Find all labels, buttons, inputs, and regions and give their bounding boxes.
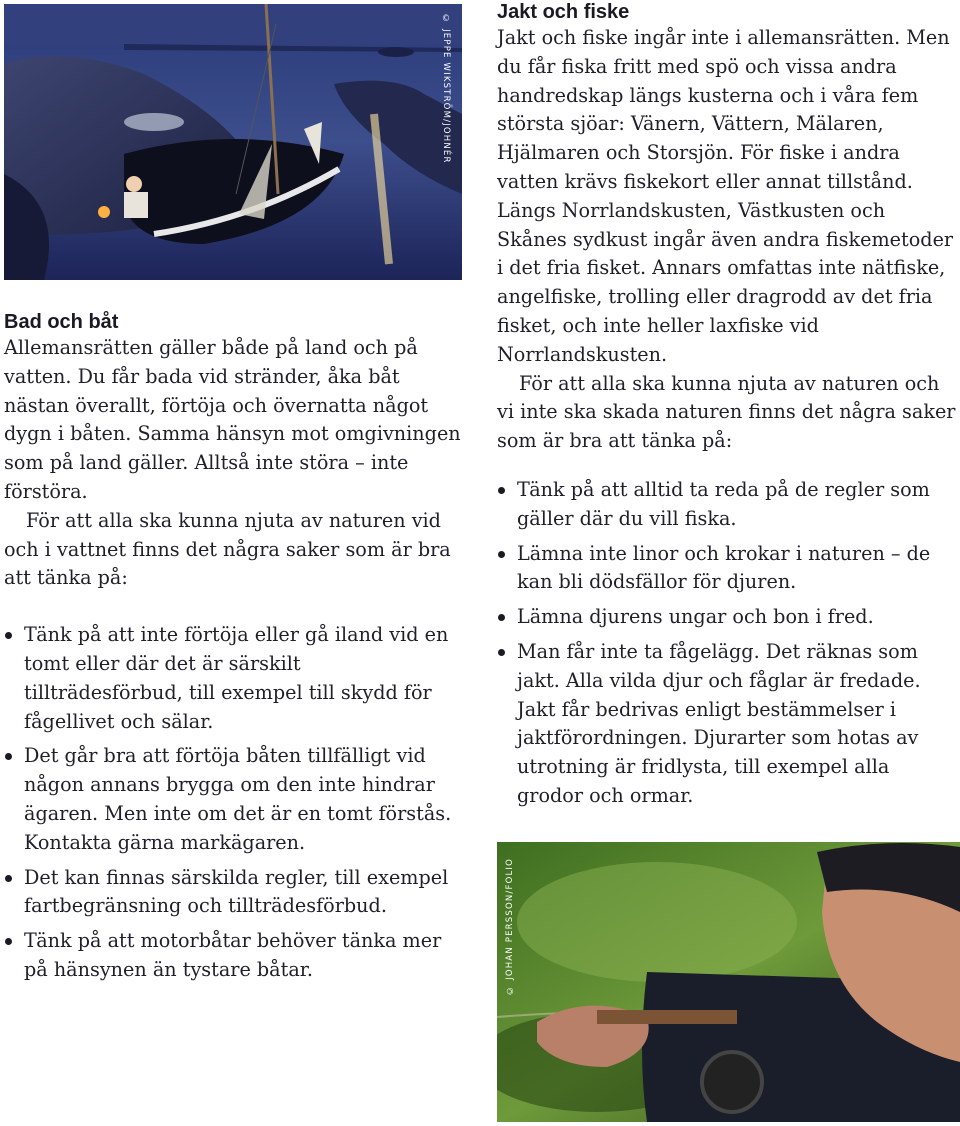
right-column xyxy=(497,0,960,1126)
list-item: Det går bra att förtöja båten tillfälligt vid någon annans brygga om den inte hindrar ägaren. Men inte om det är en tomt förstås. Kontakta gärna markägaren. xyxy=(4,742,462,857)
list-item: Tänk på att inte förtöja eller gå iland vid en tomt eller där det är särskilt tillträdesförbud, till exempel till skydd för fågellivet och sälar. xyxy=(4,621,462,736)
photo-credit-left: © JEPPE WIKSTRÖM/JOHNÉR xyxy=(441,14,451,164)
bullet-list xyxy=(4,621,462,985)
list-item: Lämna inte linor och krokar i naturen – de kan bli dödsfällor för djuren. xyxy=(497,540,960,598)
section-heading-bad-och-bat: Bad och båt xyxy=(4,311,119,333)
fisherman-photo xyxy=(497,842,960,1122)
bad-och-bat-section xyxy=(4,310,462,991)
bullet-list xyxy=(497,476,960,811)
list-item: Man får inte ta fågelägg. Det räknas som jakt. Alla vilda djur och fåglar är fredade. Jakt får bedrivas enligt bestämmelser i jaktförordningen. Djurarter som hotas av utrotning är fridlysta, till exempel alla grodor och ormar. xyxy=(497,638,960,811)
intro-paragraph: Allemansrätten gäller både på land och på vatten. Du får bada vid stränder, åka båt nästan överallt, förtöja och övernatta något dygn i båten. Samma hänsyn mot omgivningen som på land gäller. Alltså inte störa – inte förstöra. xyxy=(4,336,461,503)
intro-paragraph: Jakt och fiske ingår inte i allemansrätten. Men du får fiska fritt med spö och vissa andra handredskap längs kusterna och i våra fem största sjöar: Vänern, Vättern, Mälaren, Hjälmaren och Storsjön. För fiske i andra vatten krävs fiskekort eller annat tillstånd. Längs Norrlandskusten, Västkusten och Skånes sydkust ingår även andra fiskemetoder i det fria fisket. Annars omfattas inte nätfiske, angelfiske, trolling eller dragrodd av det fria fisket, och inte heller laxfiske vid Norrlandskusten. xyxy=(497,26,954,366)
photo-credit-right-overlay: © JOHAN PERSSON/FOLIO xyxy=(505,858,515,995)
second-paragraph: För att alla ska kunna njuta av naturen och vi inte ska skada naturen finns det några saker som är bra att tänka på: xyxy=(497,371,956,453)
left-column xyxy=(0,0,462,1126)
second-paragraph: För att alla ska kunna njuta av naturen vid och i vattnet finns det några saker som är bra att tänka på: xyxy=(4,508,451,590)
jakt-och-fiske-section xyxy=(497,0,960,817)
sailboat-photo xyxy=(4,4,462,280)
list-item: Tänk på att alltid ta reda på de regler som gäller där du vill fiska. xyxy=(497,476,960,534)
list-item: Lämna djurens ungar och bon i fred. xyxy=(497,603,960,632)
list-item: Tänk på att motorbåtar behöver tänka mer på hänsynen än tystare båtar. xyxy=(4,927,462,985)
list-item: Det kan finnas särskilda regler, till exempel fartbegränsning och tillträdesförbud. xyxy=(4,864,462,922)
section-heading-jakt-och-fiske: Jakt och fiske xyxy=(497,1,630,23)
